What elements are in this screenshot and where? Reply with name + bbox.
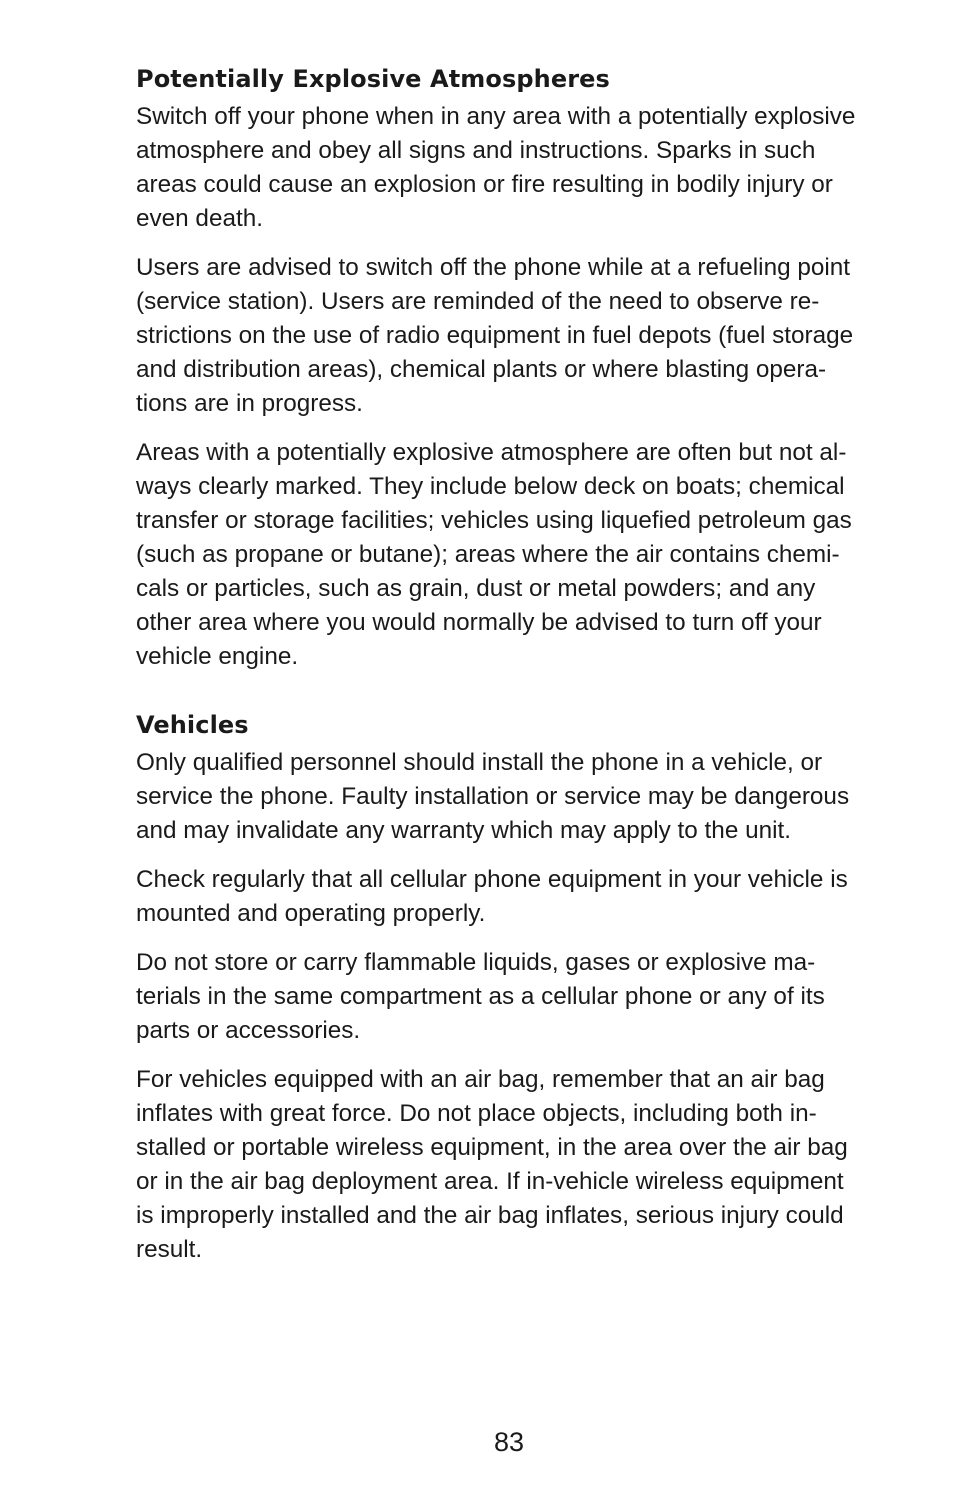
paragraph: Areas with a potentially explosive atmosphere are often but not al- ways clearly marked. They include below deck on boats; chemical transfer or storage facilities; vehicles using liquefied petroleum gas (such as propane or butane); areas where the air contains chemi- cals or particles, such as grain, dust or metal powders; and any other area where you would normally be advised to turn off your vehicle engine. [136, 439, 852, 670]
section-explosive-atmospheres [136, 62, 888, 674]
paragraph: Switch off your phone when in any area with a potentially explosive atmosphere and obey all signs and instructions. Sparks in such areas could cause an explosion or fire resulting in bodily injury or even death. [136, 103, 856, 232]
paragraph: Do not store or carry flammable liquids, gases or explosive ma- terials in the same compartment as a cellular phone or any of its parts or accessories. [136, 949, 825, 1044]
paragraph: Only qualified personnel should install the phone in a vehicle, or service the phone. Faulty installation or service may be dangerous and may invalidate any warranty which may apply to the unit. [136, 749, 850, 844]
section-vehicles [136, 708, 888, 1267]
paragraph: For vehicles equipped with an air bag, remember that an air bag inflates with great force. Do not place objects, including both in- stalled or portable wireless equipment, in the area over the air bag or in the air bag deployment area. If in-vehicle wireless equipment is improperly installed and the air bag inflates, serious injury could result. [136, 1066, 848, 1263]
page-number: 83 [493, 1427, 525, 1457]
paragraph: Check regularly that all cellular phone equipment in your vehicle is mounted and operating properly. [136, 866, 848, 927]
paragraph: Users are advised to switch off the phone while at a refueling point (service station). Users are reminded of the need to observe re- strictions on the use of radio equipment in fuel depots (fuel storage and distribution areas), chemical plants or where blasting opera- tions are in progress. [136, 254, 854, 417]
section-heading: Potentially Explosive Atmospheres [136, 65, 610, 93]
page-content [136, 62, 888, 1282]
section-heading: Vehicles [136, 711, 249, 739]
